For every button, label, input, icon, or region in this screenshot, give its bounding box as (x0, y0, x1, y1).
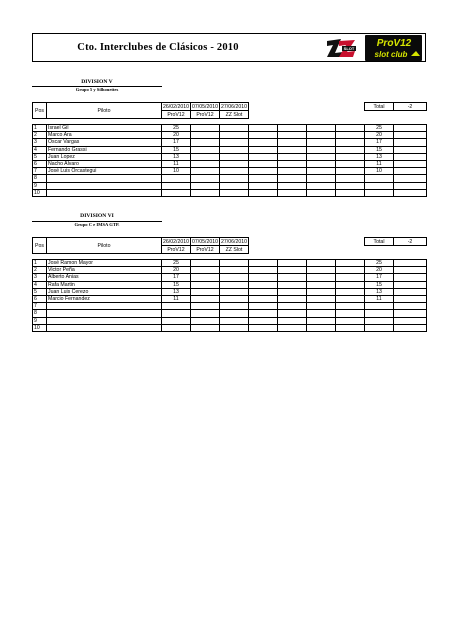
empty-cell (307, 189, 336, 196)
round-1-points-cell: 11 (162, 160, 191, 167)
table-row (33, 182, 427, 189)
empty-cell (249, 175, 278, 182)
round-2-points-cell (191, 125, 220, 132)
pilot-name-cell: Marcio Fernandez (47, 295, 162, 302)
round-1-points-cell: 20 (162, 132, 191, 139)
total-cell (365, 310, 394, 317)
date-header: 27/06/2010 (221, 238, 247, 245)
total-cell: 13 (365, 153, 394, 160)
empty-cell (336, 295, 365, 302)
minus-cell (394, 324, 427, 331)
pos-cell: 6 (33, 160, 47, 167)
prov12-logo (365, 35, 422, 61)
table-row (33, 160, 427, 167)
table-row (33, 281, 427, 288)
empty-cell (278, 182, 307, 189)
round-3-points-cell (220, 139, 249, 146)
division-group: Grupo 5 y Silhouettes (75, 87, 119, 92)
empty-cell (278, 139, 307, 146)
pilot-name-cell: Fernando Grassi (47, 146, 162, 153)
pilot-name-cell (47, 189, 162, 196)
empty-cell (278, 153, 307, 160)
empty-cell (249, 146, 278, 153)
pos-cell: 8 (33, 175, 47, 182)
table-row (33, 288, 427, 295)
round-3-points-cell (220, 182, 249, 189)
empty-cell (278, 317, 307, 324)
round-2-points-cell (191, 281, 220, 288)
empty-cell (249, 260, 278, 267)
round-2-points-cell (191, 267, 220, 274)
table-row (33, 295, 427, 302)
empty-cell (278, 281, 307, 288)
empty-cell (249, 310, 278, 317)
division-title: DIVISION VI (80, 213, 114, 219)
table-row (33, 132, 427, 139)
club-header: ProV12 (191, 246, 220, 254)
pilot-name-cell (47, 324, 162, 331)
table-row (33, 125, 427, 132)
empty-cell (249, 182, 278, 189)
total-cell: 25 (365, 125, 394, 132)
total-header: Total (365, 238, 394, 246)
prov12-logo-bottom: slot club (374, 50, 408, 59)
pos-cell: 2 (33, 267, 47, 274)
minus-cell (394, 160, 427, 167)
table-row (33, 274, 427, 281)
empty-cell (278, 168, 307, 175)
table-row (33, 146, 427, 153)
table-row (33, 189, 427, 196)
round-1-points-cell (162, 310, 191, 317)
minus-cell (394, 274, 427, 281)
round-1-points-cell: 25 (162, 260, 191, 267)
empty-cell (336, 189, 365, 196)
round-1-points-cell: 13 (162, 288, 191, 295)
round-3-points-cell (220, 324, 249, 331)
round-3-points-cell (220, 260, 249, 267)
minus-cell (394, 132, 427, 139)
empty-cell (307, 175, 336, 182)
empty-cell (249, 295, 278, 302)
pos-cell: 10 (33, 324, 47, 331)
empty-cell (278, 324, 307, 331)
pos-header: Pos (33, 103, 47, 119)
pos-cell: 8 (33, 310, 47, 317)
total-cell: 11 (365, 295, 394, 302)
division-results-table (32, 259, 427, 332)
empty-cell (278, 125, 307, 132)
empty-cell (336, 281, 365, 288)
empty-cell (278, 274, 307, 281)
empty-cell (278, 146, 307, 153)
pos-cell: 2 (33, 132, 47, 139)
empty-cell (336, 267, 365, 274)
empty-cell (249, 153, 278, 160)
empty-cell (278, 303, 307, 310)
minus-cell (394, 146, 427, 153)
pilot-name-cell: Oscar Vargas (47, 139, 162, 146)
pilot-name-cell: Nacho Alvaro (47, 160, 162, 167)
empty-cell (307, 267, 336, 274)
empty-cell (336, 168, 365, 175)
prov12-logo-top: ProV12 (376, 38, 412, 49)
zz-logo-sub: SLOT (343, 46, 355, 51)
round-3-points-cell (220, 160, 249, 167)
empty-cell (307, 274, 336, 281)
zz-slot-logo (325, 37, 359, 59)
pilot-name-cell: Juan Luis Cerezo (47, 288, 162, 295)
total-cell: 10 (365, 168, 394, 175)
empty-cell (278, 132, 307, 139)
minus-cell (394, 310, 427, 317)
round-1-points-cell: 15 (162, 146, 191, 153)
empty-cell (336, 160, 365, 167)
pilot-name-cell: Juan Lopez (47, 153, 162, 160)
pos-cell: 4 (33, 146, 47, 153)
page-title: Cto. Interclubes de Clásicos - 2010 (77, 42, 239, 53)
pos-cell: 4 (33, 281, 47, 288)
pilot-name-cell: Rafa Martin (47, 281, 162, 288)
empty-cell (307, 324, 336, 331)
round-3-points-cell (220, 175, 249, 182)
empty-cell (278, 175, 307, 182)
round-2-points-cell (191, 324, 220, 331)
empty-cell (307, 139, 336, 146)
round-3-points-cell (220, 189, 249, 196)
table-row (33, 324, 427, 331)
division-rule (32, 86, 162, 87)
minus-cell (394, 303, 427, 310)
minus-cell (394, 168, 427, 175)
empty-cell (336, 175, 365, 182)
division-title: DIVISION V (81, 79, 113, 85)
empty-cell (249, 281, 278, 288)
club-header: ZZ Slot (220, 111, 249, 119)
round-2-points-cell (191, 274, 220, 281)
date-header: 07/05/2010 (192, 103, 218, 110)
empty-cell (307, 160, 336, 167)
total-cell: 25 (365, 260, 394, 267)
total-cell (365, 189, 394, 196)
empty-cell (336, 288, 365, 295)
round-1-points-cell: 17 (162, 139, 191, 146)
empty-cell (336, 125, 365, 132)
minus-cell (394, 189, 427, 196)
table-row (33, 310, 427, 317)
pos-cell: 9 (33, 182, 47, 189)
empty-cell (307, 132, 336, 139)
total-cell: 17 (365, 139, 394, 146)
minus-cell (394, 153, 427, 160)
round-1-points-cell: 15 (162, 281, 191, 288)
pilot-name-cell (47, 175, 162, 182)
minus-header: -2 (394, 238, 427, 246)
empty-cell (249, 274, 278, 281)
empty-cell (307, 303, 336, 310)
round-3-points-cell (220, 281, 249, 288)
round-2-points-cell (191, 139, 220, 146)
pos-header: Pos (33, 238, 47, 254)
empty-cell (249, 139, 278, 146)
empty-cell (336, 274, 365, 281)
round-1-points-cell (162, 189, 191, 196)
minus-cell (394, 182, 427, 189)
empty-cell (307, 125, 336, 132)
empty-cell (336, 182, 365, 189)
empty-cell (307, 168, 336, 175)
empty-cell (307, 288, 336, 295)
pos-cell: 3 (33, 139, 47, 146)
total-cell (365, 317, 394, 324)
pos-cell: 1 (33, 260, 47, 267)
division-results-table (32, 124, 427, 197)
pos-cell: 9 (33, 317, 47, 324)
round-1-points-cell (162, 182, 191, 189)
empty-cell (307, 317, 336, 324)
table-row (33, 267, 427, 274)
piloto-header: Piloto (47, 103, 162, 119)
empty-cell (249, 317, 278, 324)
empty-cell (336, 260, 365, 267)
table-row (33, 168, 427, 175)
empty-cell (278, 267, 307, 274)
table-row (33, 303, 427, 310)
round-3-points-cell (220, 310, 249, 317)
empty-cell (278, 295, 307, 302)
pos-cell: 7 (33, 303, 47, 310)
round-2-points-cell (191, 189, 220, 196)
club-header: ProV12 (162, 111, 191, 119)
pilot-name-cell: Marco Ara (47, 132, 162, 139)
empty-cell (336, 153, 365, 160)
round-2-points-cell (191, 160, 220, 167)
pilot-name-cell: Victor Peña (47, 267, 162, 274)
minus-cell (394, 317, 427, 324)
round-3-points-cell (220, 295, 249, 302)
empty-cell (307, 281, 336, 288)
pos-cell: 1 (33, 125, 47, 132)
round-2-points-cell (191, 182, 220, 189)
empty-cell (307, 310, 336, 317)
minus-cell (394, 175, 427, 182)
empty-cell (336, 146, 365, 153)
round-1-points-cell (162, 317, 191, 324)
empty-cell (249, 160, 278, 167)
empty-cell (249, 288, 278, 295)
round-3-points-cell (220, 288, 249, 295)
pilot-name-cell (47, 182, 162, 189)
pos-cell: 3 (33, 274, 47, 281)
round-3-points-cell (220, 303, 249, 310)
empty-cell (307, 295, 336, 302)
empty-cell (336, 310, 365, 317)
empty-cell (336, 139, 365, 146)
empty-cell (278, 288, 307, 295)
round-1-points-cell: 25 (162, 125, 191, 132)
empty-cell (307, 260, 336, 267)
total-cell: 11 (365, 160, 394, 167)
minus-header: -2 (394, 103, 427, 111)
round-2-points-cell (191, 260, 220, 267)
empty-cell (307, 146, 336, 153)
table-row (33, 153, 427, 160)
empty-cell (249, 125, 278, 132)
minus-cell (394, 288, 427, 295)
round-3-points-cell (220, 132, 249, 139)
round-3-points-cell (220, 317, 249, 324)
pilot-name-cell (47, 303, 162, 310)
table-row (33, 317, 427, 324)
table-row (33, 260, 427, 267)
total-cell: 20 (365, 132, 394, 139)
minus-cell (394, 139, 427, 146)
empty-cell (249, 267, 278, 274)
pilot-name-cell (47, 317, 162, 324)
pos-cell: 5 (33, 153, 47, 160)
round-1-points-cell (162, 175, 191, 182)
division-group: Grupo C e IMSA GTP. (74, 222, 120, 227)
round-2-points-cell (191, 303, 220, 310)
round-3-points-cell (220, 274, 249, 281)
round-2-points-cell (191, 146, 220, 153)
round-3-points-cell (220, 125, 249, 132)
total-cell: 15 (365, 146, 394, 153)
total-header: Total (365, 103, 394, 111)
round-1-points-cell: 10 (162, 168, 191, 175)
pos-cell: 10 (33, 189, 47, 196)
empty-cell (336, 132, 365, 139)
minus-cell (394, 281, 427, 288)
table-row (33, 175, 427, 182)
division-table-header (32, 102, 427, 119)
round-1-points-cell (162, 303, 191, 310)
round-1-points-cell: 13 (162, 153, 191, 160)
round-1-points-cell: 20 (162, 267, 191, 274)
round-2-points-cell (191, 310, 220, 317)
empty-cell (249, 132, 278, 139)
total-cell: 15 (365, 281, 394, 288)
round-2-points-cell (191, 168, 220, 175)
empty-cell (336, 324, 365, 331)
round-2-points-cell (191, 317, 220, 324)
total-cell (365, 324, 394, 331)
date-header: 26/02/2010 (163, 103, 189, 110)
pos-cell: 5 (33, 288, 47, 295)
minus-cell (394, 267, 427, 274)
round-2-points-cell (191, 288, 220, 295)
pilot-name-cell: Alberto Anias (47, 274, 162, 281)
pos-cell: 6 (33, 295, 47, 302)
round-2-points-cell (191, 132, 220, 139)
pos-cell: 7 (33, 168, 47, 175)
empty-cell (249, 189, 278, 196)
pilot-name-cell: José Luis Orcastegui (47, 168, 162, 175)
round-1-points-cell: 11 (162, 295, 191, 302)
date-header: 07/05/2010 (192, 238, 218, 245)
club-header: ProV12 (191, 111, 220, 119)
division-rule (32, 221, 162, 222)
empty-cell (336, 317, 365, 324)
date-header: 27/06/2010 (221, 103, 247, 110)
total-cell: 13 (365, 288, 394, 295)
round-2-points-cell (191, 295, 220, 302)
round-3-points-cell (220, 153, 249, 160)
empty-cell (249, 303, 278, 310)
total-cell (365, 182, 394, 189)
empty-cell (336, 303, 365, 310)
empty-cell (307, 153, 336, 160)
round-3-points-cell (220, 168, 249, 175)
round-1-points-cell (162, 324, 191, 331)
total-cell (365, 175, 394, 182)
minus-cell (394, 260, 427, 267)
round-1-points-cell: 17 (162, 274, 191, 281)
total-cell: 20 (365, 267, 394, 274)
empty-cell (278, 189, 307, 196)
minus-cell (394, 295, 427, 302)
round-2-points-cell (191, 153, 220, 160)
date-header: 26/02/2010 (163, 238, 189, 245)
empty-cell (278, 160, 307, 167)
total-cell (365, 303, 394, 310)
pilot-name-cell: José Ramon Mayor (47, 260, 162, 267)
club-header: ZZ Slot (220, 246, 249, 254)
empty-cell (278, 310, 307, 317)
pilot-name-cell: Israel Gil (47, 125, 162, 132)
empty-cell (278, 260, 307, 267)
round-3-points-cell (220, 146, 249, 153)
pilot-name-cell (47, 310, 162, 317)
piloto-header: Piloto (47, 238, 162, 254)
empty-cell (307, 182, 336, 189)
total-cell: 17 (365, 274, 394, 281)
division-table-header (32, 237, 427, 254)
round-2-points-cell (191, 175, 220, 182)
empty-cell (249, 324, 278, 331)
table-row (33, 139, 427, 146)
minus-cell (394, 125, 427, 132)
empty-cell (249, 168, 278, 175)
club-header: ProV12 (162, 246, 191, 254)
round-3-points-cell (220, 267, 249, 274)
